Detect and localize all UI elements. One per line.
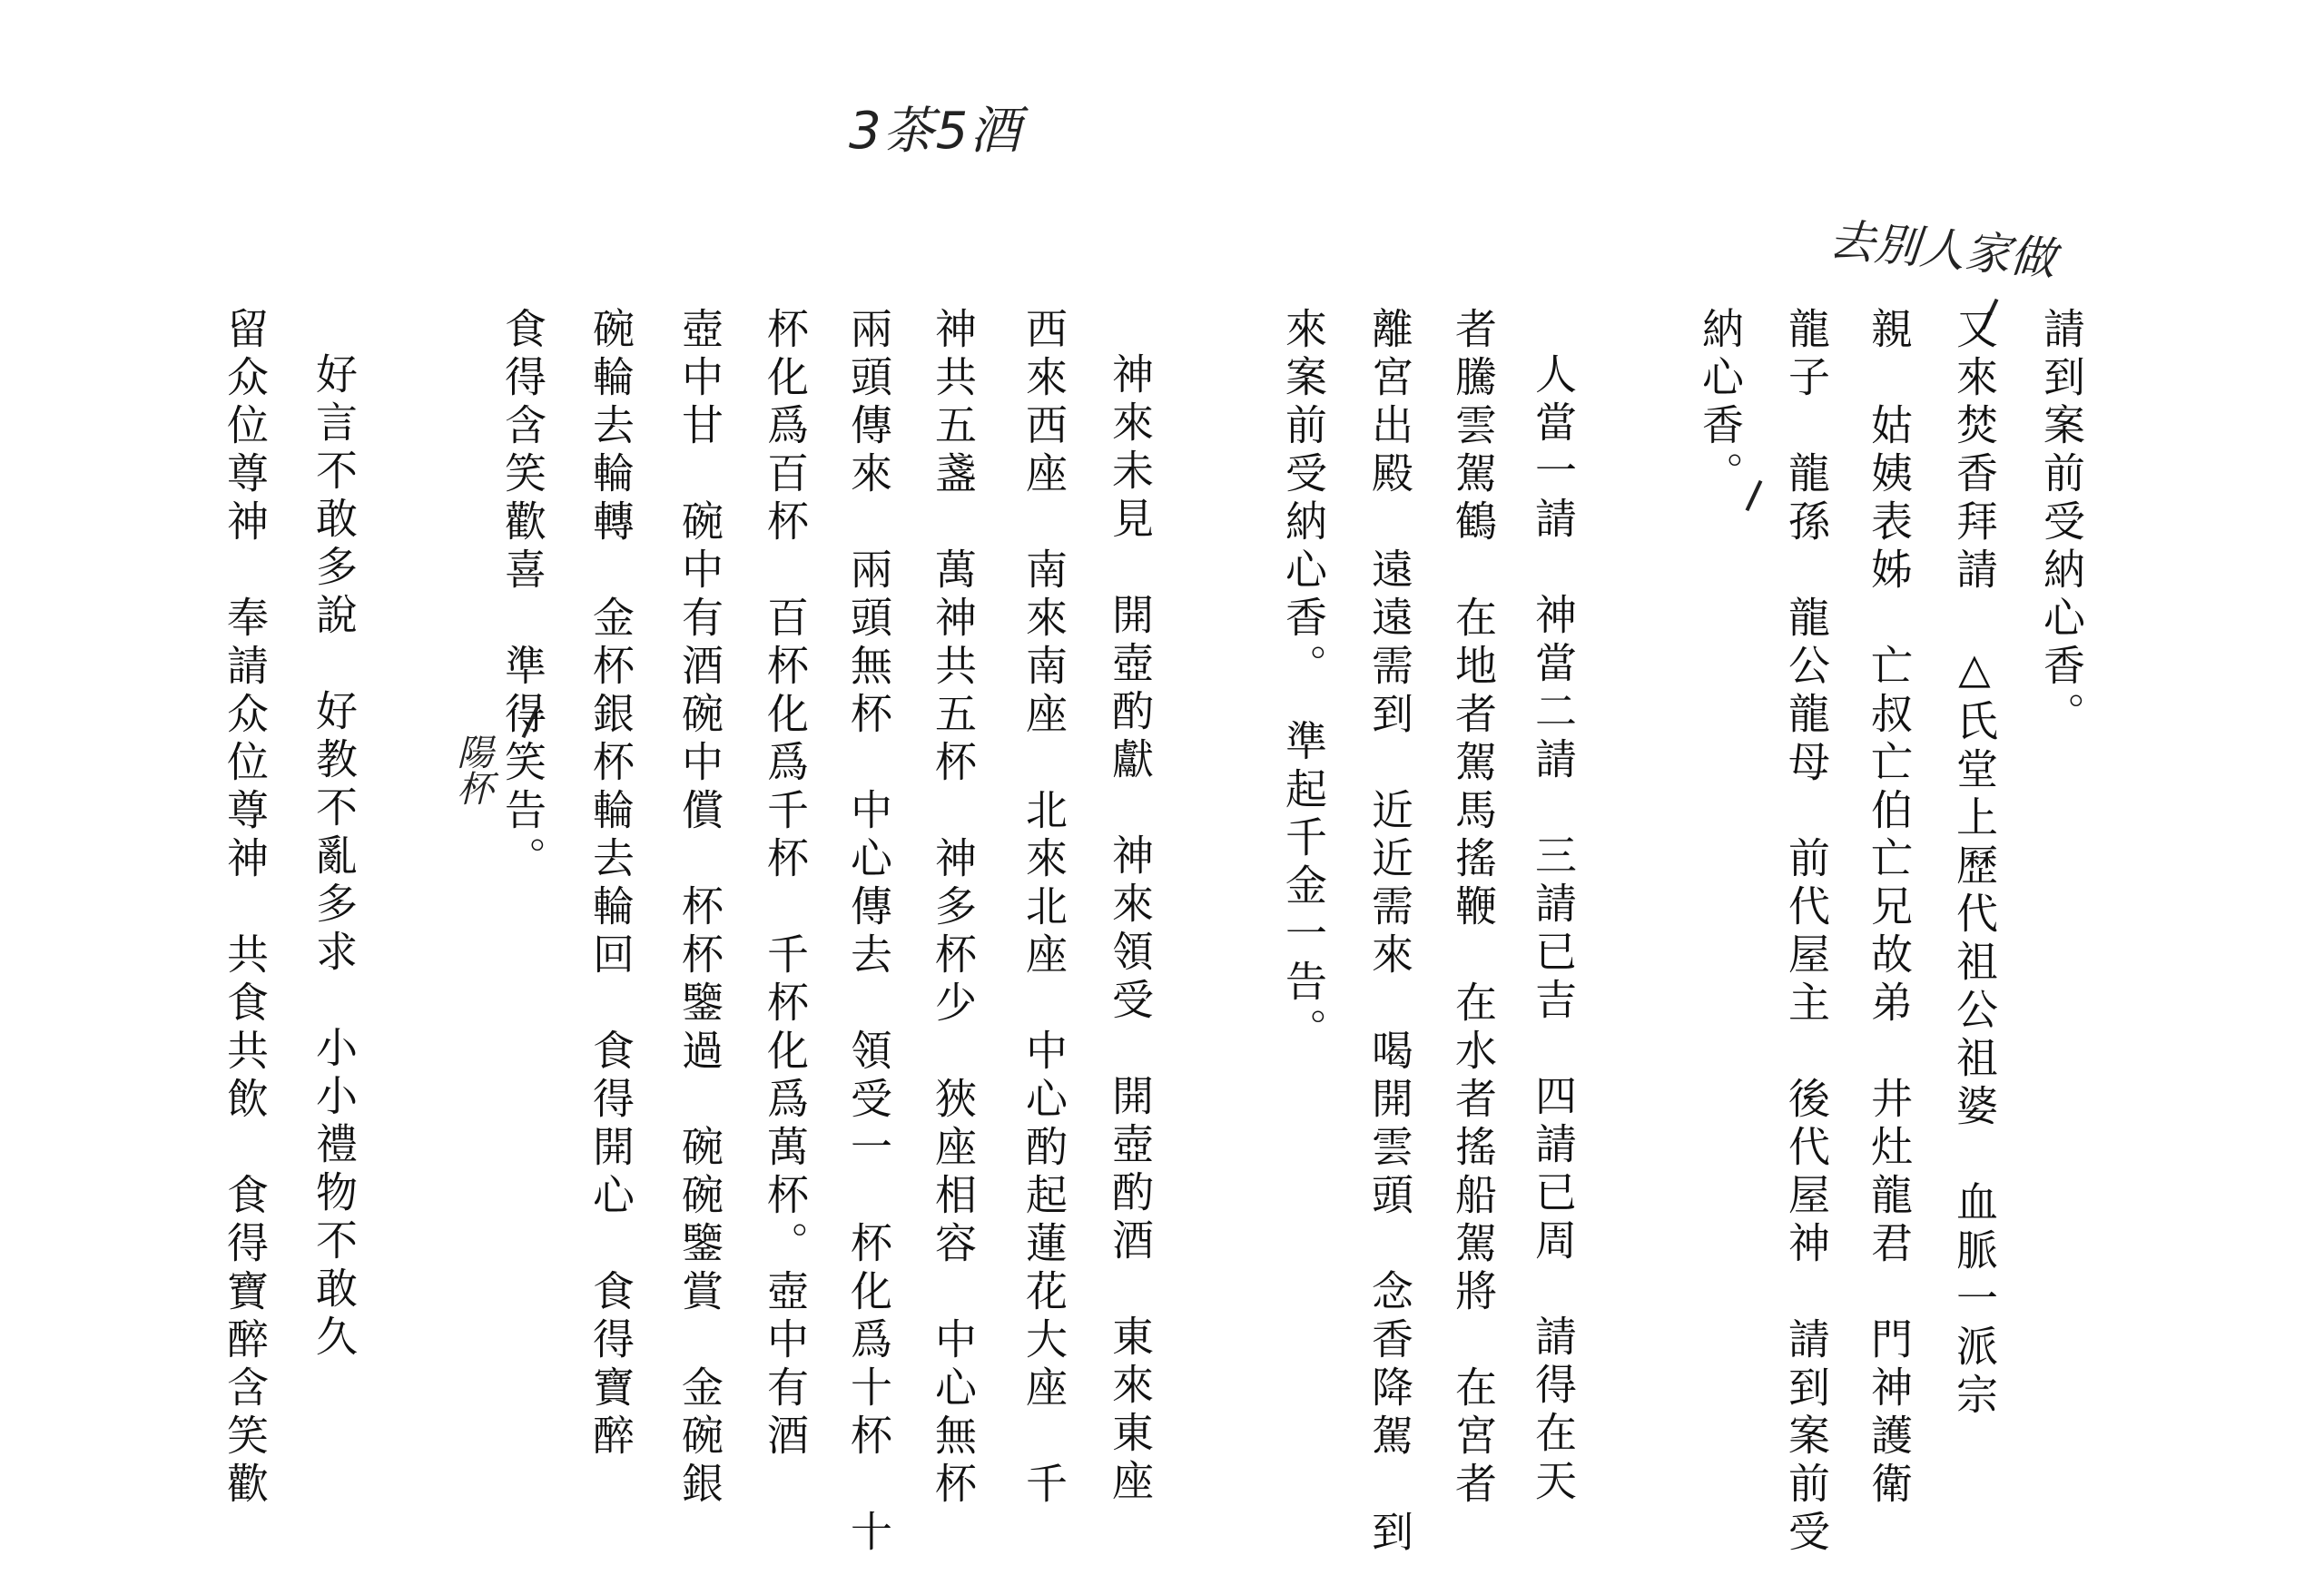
text-column: 壺中甘 碗中有酒碗中償 杯杯鑒過 碗碗鑒賞 金碗銀 (675, 307, 724, 1510)
text-column: 杯化爲百杯 百杯化爲千杯 千杯化爲萬杯。壺中有酒 (761, 307, 810, 1462)
text-column: 碗輪去輪轉 金杯銀杯輪去輪回 食得開心 食得寶醉 (586, 307, 635, 1462)
text-column: 人當一請 神當二請 三請已吉 四請已周 請得在天 (1529, 352, 1578, 1507)
handwritten-note-top: 3茶5酒 (849, 102, 1023, 161)
text-column: 來案前受納心香。 準起千金一告。 (1279, 307, 1328, 1056)
text-column: 納心香。 (1696, 307, 1745, 499)
text-column: 者騰雲駕鶴 在地者駕馬搖鞭 在水者搖船駕將 在宮者 (1449, 307, 1498, 1510)
text-column: 神來未見 開壺酌獻 神來領受 開壺酌酒 東來東座 (1106, 352, 1155, 1507)
text-column: 離宮出殿 遠遠需到 近近需來 喝開雲頭 念香降駕 到 (1365, 307, 1414, 1558)
text-column: 食得含笑歡喜 準得笑告。 (498, 307, 547, 884)
text-column: 兩頭傳來 兩頭無杯 中心傳去 領受一 杯化爲十杯 十 (844, 307, 893, 1558)
tick-mark (1746, 480, 1763, 511)
text-column: 好言不敢多說 好教不亂多求 小小禮物不敢久 (310, 352, 359, 1363)
text-column: 龍子 龍孫 龍公龍母 前代屋主 後代屋神 請到案前受 (1782, 307, 1831, 1558)
text-column: 請到案前受納心香。 (2037, 307, 2086, 740)
text-column: 又來焚香拜請 △氏堂上歷代祖公祖婆 血脈一派宗 (1950, 307, 1999, 1421)
text-column: 親 姑姨表姊 亡叔亡伯亡兄故弟 井灶龍君 門神護衛 (1865, 307, 1914, 1510)
text-column: 西來西座 南來南座 北來北座 中心酌起蓮花大座 千 (1019, 307, 1068, 1510)
text-column: 神共五盞 萬神共五杯 神多杯少 狹座相容 中心無杯 (929, 307, 978, 1510)
handwritten-note-right: 去別人家做 (1827, 213, 2058, 286)
text-column: 留众位尊神 奉請众位尊神 共食共飲 食得寶醉含笑歡 (221, 307, 270, 1510)
handwritten-side-note: 陽杯 (451, 733, 493, 806)
